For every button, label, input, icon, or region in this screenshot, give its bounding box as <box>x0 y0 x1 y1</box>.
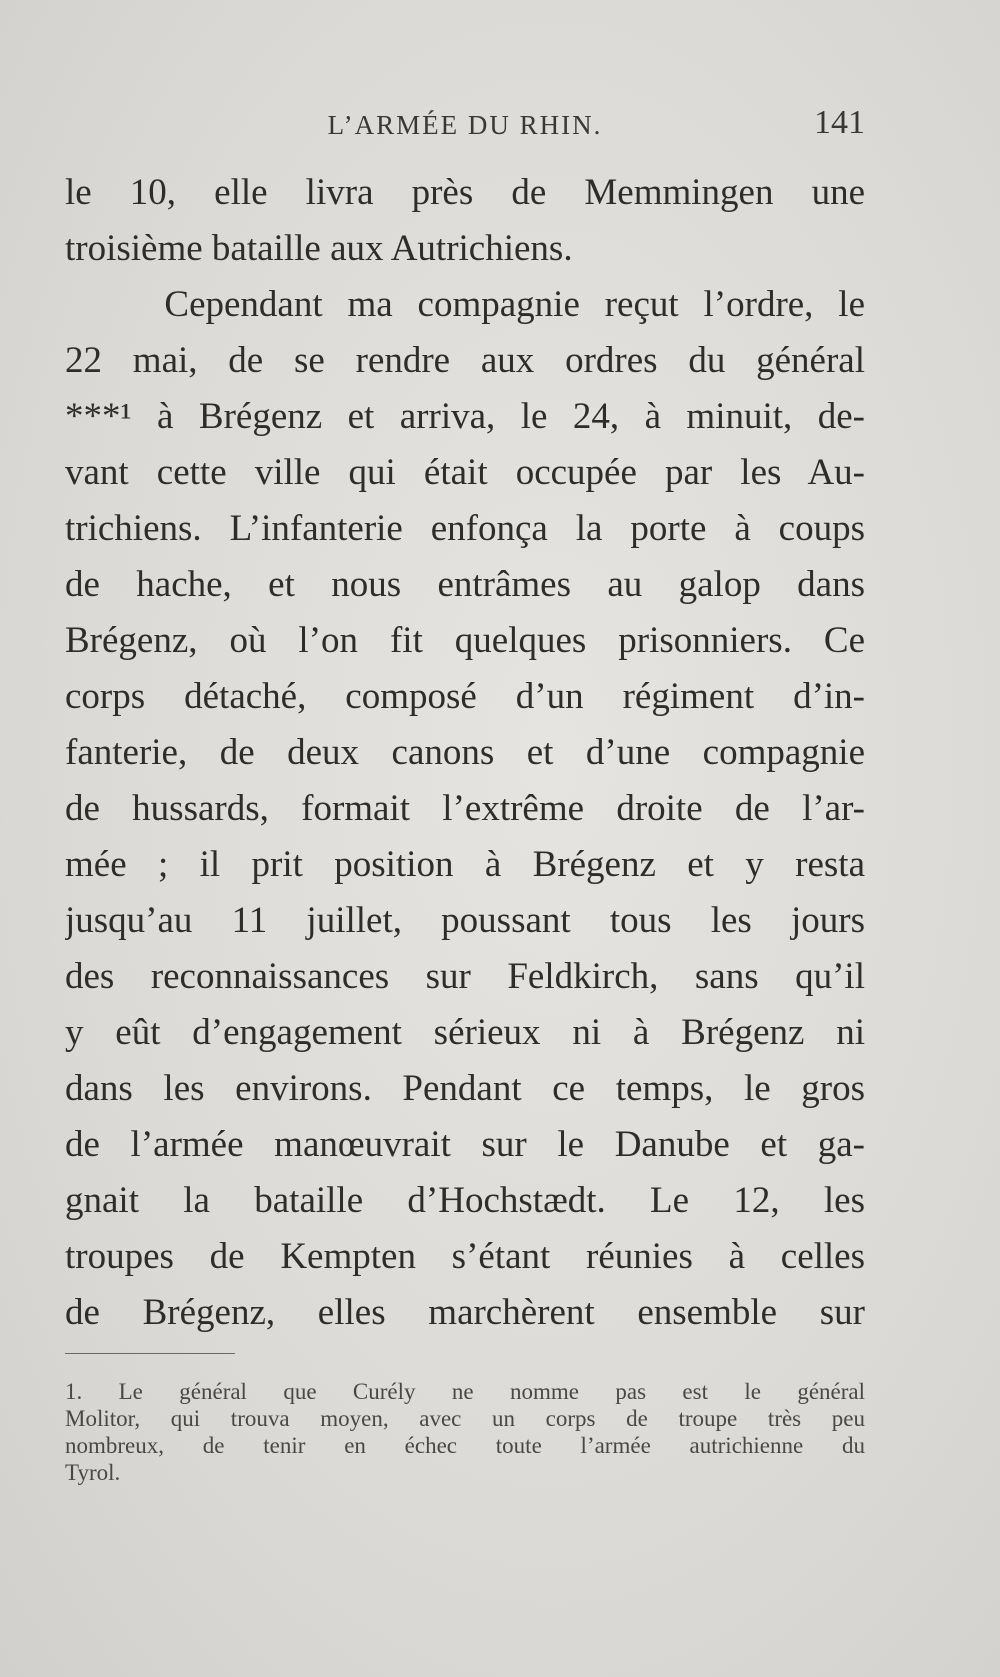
footnote-line: Molitor, qui trouva moyen, avec un corps de troupe très peu <box>65 1406 865 1431</box>
text-line: trichiens. L’infanterie enfonça la porte à coups <box>65 508 865 549</box>
text-line: mée ; il prit position à Brégenz et y resta <box>65 844 865 885</box>
footnote-line: 1. Le général que Curély ne nomme pas est le général <box>65 1379 865 1404</box>
text-line: Cependant ma compagnie reçut l’ordre, le <box>65 284 865 325</box>
text-line: 22 mai, de se rendre aux ordres du général <box>65 340 865 381</box>
page-number: 141 <box>814 104 865 141</box>
text-line: vant cette ville qui était occupée par les Au- <box>65 452 865 493</box>
text-line: jusqu’au 11 juillet, poussant tous les jours <box>65 900 865 941</box>
footnote-line: Tyrol. <box>65 1460 121 1485</box>
text-line: des reconnaissances sur Feldkirch, sans qu’il <box>65 956 865 997</box>
text-line: ***¹ à Brégenz et arriva, le 24, à minuit, de- <box>65 396 865 437</box>
text-line: dans les environs. Pendant ce temps, le gros <box>65 1068 865 1109</box>
footnote-line: nombreux, de tenir en échec toute l’armée autrichienne du <box>65 1433 865 1458</box>
page-header <box>65 104 865 154</box>
text-line: fanterie, de deux canons et d’une compagnie <box>65 732 865 773</box>
footnote-divider <box>65 1353 235 1354</box>
footnotes <box>65 1378 865 1486</box>
text-line: de l’armée manœuvrait sur le Danube et ga- <box>65 1124 865 1165</box>
text-line: corps détaché, composé d’un régiment d’in- <box>65 676 865 717</box>
text-line: gnait la bataille d’Hochstædt. Le 12, les <box>65 1180 865 1221</box>
text-line: de Brégenz, elles marchèrent ensemble sur <box>65 1292 865 1333</box>
text-line: de hache, et nous entrâmes au galop dans <box>65 564 865 605</box>
text-line: le 10, elle livra près de Memmingen une <box>65 172 865 213</box>
body-text <box>65 165 865 1341</box>
text-line: de hussards, formait l’extrême droite de l’ar- <box>65 788 865 829</box>
text-line: troisième bataille aux Autrichiens. <box>65 228 573 269</box>
text-line: Brégenz, où l’on fit quelques prisonniers. Ce <box>65 620 865 661</box>
text-line: troupes de Kempten s’étant réunies à celles <box>65 1236 865 1277</box>
running-title: L’ARMÉE DU RHIN. <box>327 110 603 140</box>
text-line: y eût d’engagement sérieux ni à Brégenz ni <box>65 1012 865 1053</box>
